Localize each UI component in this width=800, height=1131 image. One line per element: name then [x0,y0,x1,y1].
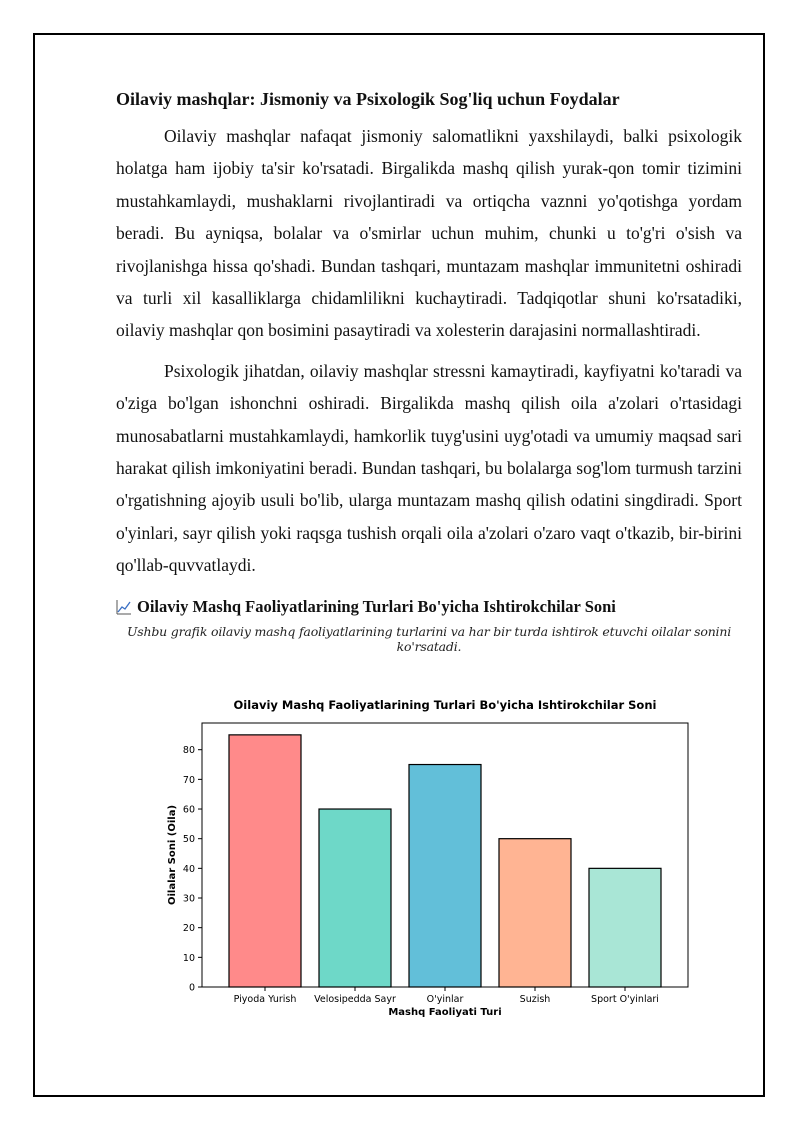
bar [229,735,301,987]
y-tick-label: 80 [182,745,195,757]
y-axis-label: Oilalar Soni (Oila) [167,804,178,906]
chart-icon [116,599,132,615]
bar [589,868,661,987]
paragraph-physical: Oilaviy mashqlar nafaqat jismoniy salomatlikni yaxshilaydi, balki psixologik holatga ham ijobiy ta'sir ko'rsatadi. Birgalikda mashq qilish yurak-qon tomir tizimini mustahkamlaydi, mushaklarni rivojlantiradi va ortiqcha vaznni yo'qotishga yordam beradi. Bu ayniqsa, bolalar va o'smirlar uchun muhim, chunki u to'g'ri o'sish va rivojlanishga hissa qo'shadi. Bundan tashqari, muntazam mashqlar immunitetni oshiradi va turli xil kasalliklarga chidamlilikni kuchaytiradi. Tadqiqotlar shuni ko'rsatadiki, oilaviy mashqlar qon bosimini pasaytiradi va xolesterin darajasini normallashtiradi. [116,126,742,341]
y-axis [183,745,202,993]
x-axis-label: Mashq Faoliyati Turi [388,1007,502,1018]
bar-chart [160,690,720,1030]
y-tick-label: 20 [182,923,195,935]
y-tick-label: 0 [188,982,195,994]
y-tick-label: 10 [182,952,195,964]
y-tick-label: 70 [182,774,195,786]
y-tick-label: 50 [182,834,195,846]
chart-title: Oilaviy Mashq Faoliyatlarining Turlari Bo'yicha Ishtirokchilar Soni [233,698,657,712]
x-tick-label: Suzish [519,994,551,1005]
figure-heading [116,596,742,618]
y-tick-label: 30 [182,893,195,905]
bar [319,809,391,987]
document-body [116,86,742,654]
x-tick-label: Velosipedda Sayr [314,994,396,1005]
document-title: Oilaviy mashqlar: Jismoniy va Psixologik Sog'liq uchun Foydalar [116,89,620,109]
y-tick-label: 60 [182,804,195,816]
x-tick-label: O'yinlar [426,994,464,1005]
figure-caption: Ushbu grafik oilaviy mashq faoliyatlarining turlarini va har bir turda ishtirok etuvchi oilalar sonini ko'rsatadi. [126,623,732,654]
figure-heading-text: Oilaviy Mashq Faoliyatlarining Turlari Bo'yicha Ishtirokchilar Soni [137,596,616,616]
bar [409,765,481,987]
x-tick-label: Piyoda Yurish [233,994,297,1005]
bars [229,735,661,987]
x-axis [234,987,659,1005]
bar [499,839,571,987]
paragraph-psychological: Psixologik jihatdan, oilaviy mashqlar stressni kamaytiradi, kayfiyatni ko'taradi va o'ziga bo'lgan ishonchni oshiradi. Birgalikda mashq qilish oila a'zolari o'rtasidagi munosabatlarni mustahkamlaydi, hamkorlik tuyg'usini uyg'otadi va umumiy maqsad sari harakat qilish imkoniyatini beradi. Bundan tashqari, bu bolalarga sog'lom turmush tarzini o'rgatishning ajoyib usuli bo'lib, ularga muntazam mashq qilish odatini singdiradi. Sport o'yinlari, sayr qilish yoki raqsga tushish orqali oila a'zolari o'zaro vaqt o'tkazib, bir-birini qo'llab-quvvatlaydi. [116,360,742,576]
y-tick-label: 40 [182,863,195,875]
x-tick-label: Sport O'yinlari [591,994,659,1005]
